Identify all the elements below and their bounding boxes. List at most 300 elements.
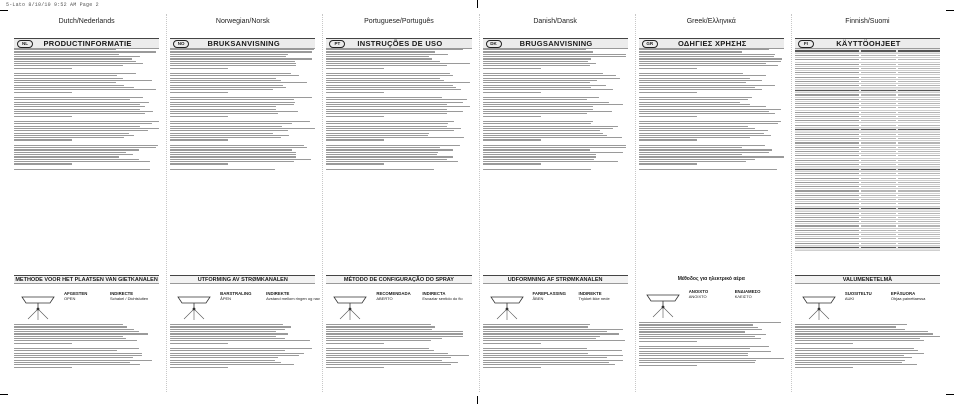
text-line xyxy=(170,58,312,59)
text-line xyxy=(639,154,742,155)
text-line xyxy=(483,85,606,86)
text-line xyxy=(639,360,757,361)
text-line xyxy=(170,61,295,62)
text-line xyxy=(170,78,276,79)
text-line xyxy=(14,99,130,100)
text-line xyxy=(483,106,593,107)
text-line xyxy=(483,56,627,57)
language-code-badge: PT xyxy=(329,40,345,48)
text-line xyxy=(14,82,116,83)
text-line xyxy=(170,329,285,330)
text-line xyxy=(326,51,435,52)
column-danish xyxy=(479,14,631,392)
spray-label-left: AFGESTEN OPEN xyxy=(64,291,88,301)
text-line xyxy=(639,161,746,162)
text-line xyxy=(639,133,764,134)
text-line xyxy=(639,87,755,88)
instructions-text xyxy=(170,49,315,273)
text-line xyxy=(639,145,765,146)
text-line xyxy=(14,97,143,98)
text-line xyxy=(639,54,775,55)
section-header xyxy=(483,38,628,49)
text-line xyxy=(639,152,770,153)
text-line xyxy=(326,82,470,83)
text-line xyxy=(326,161,458,162)
text-line xyxy=(639,331,745,332)
text-line xyxy=(639,63,767,64)
text-line xyxy=(639,362,755,363)
text-line xyxy=(170,49,314,50)
text-line xyxy=(170,348,312,349)
text-line xyxy=(483,97,599,98)
text-line xyxy=(795,364,917,365)
text-line xyxy=(170,130,288,131)
text-line xyxy=(14,145,158,146)
text-line xyxy=(14,58,132,59)
text-line xyxy=(170,121,309,122)
text-line xyxy=(170,68,228,69)
text-line xyxy=(170,137,280,138)
text-line xyxy=(14,87,134,88)
spray-diagram xyxy=(639,284,784,322)
text-line xyxy=(326,139,384,140)
text-line xyxy=(170,353,304,354)
text-line xyxy=(483,87,592,88)
text-line xyxy=(170,156,296,157)
language-name: Dutch/Nederlands xyxy=(58,18,115,25)
text-line xyxy=(639,135,771,136)
text-line xyxy=(639,80,762,81)
spray-label-left: RECOMENDADA ABERTO xyxy=(376,291,411,301)
text-line xyxy=(326,331,462,332)
text-line xyxy=(326,87,455,88)
text-line xyxy=(14,85,124,86)
text-line xyxy=(639,324,754,325)
text-line xyxy=(483,353,589,354)
text-line xyxy=(14,152,126,153)
text-line xyxy=(326,145,460,146)
spray-label-right: INDIRECTE Schakel / Dichtsluiten xyxy=(110,291,149,301)
text-line xyxy=(483,139,541,140)
text-line xyxy=(326,137,464,138)
text-line xyxy=(170,104,293,105)
text-line xyxy=(795,362,902,363)
text-line xyxy=(170,63,296,64)
text-line xyxy=(170,126,282,127)
text-line xyxy=(483,49,586,50)
text-line xyxy=(326,92,384,93)
text-line xyxy=(483,92,541,93)
text-line xyxy=(326,152,438,153)
text-line xyxy=(170,147,306,148)
text-line xyxy=(14,154,133,155)
text-line xyxy=(14,139,72,140)
text-line xyxy=(326,154,436,155)
text-line xyxy=(795,353,924,354)
text-line xyxy=(639,123,778,124)
text-line xyxy=(14,104,140,105)
text-line xyxy=(483,329,624,330)
text-line xyxy=(483,104,624,105)
text-line xyxy=(170,145,304,146)
text-line xyxy=(14,169,150,170)
text-line xyxy=(14,54,119,55)
text-line xyxy=(170,92,228,93)
text-line xyxy=(14,68,72,69)
text-line xyxy=(483,75,617,76)
section-header xyxy=(795,38,940,49)
text-line xyxy=(14,159,139,160)
instructions-text xyxy=(14,49,159,273)
text-line xyxy=(14,130,148,131)
text-line xyxy=(170,161,293,162)
text-line xyxy=(14,329,134,330)
text-line xyxy=(326,111,462,112)
text-line xyxy=(170,116,228,117)
spray-label-right: INDIREKTE Avstand mellom ringen og nav xyxy=(266,291,320,301)
text-line xyxy=(326,102,462,103)
text-line xyxy=(639,329,762,330)
text-line xyxy=(639,89,762,90)
text-line xyxy=(639,338,761,339)
text-line xyxy=(170,56,286,57)
text-line xyxy=(170,355,299,356)
text-line xyxy=(639,130,768,131)
text-line xyxy=(639,169,777,170)
text-line xyxy=(14,49,116,50)
text-line xyxy=(795,343,853,344)
text-line xyxy=(483,326,589,327)
text-line xyxy=(326,113,446,114)
text-line xyxy=(483,364,615,365)
text-line xyxy=(639,139,697,140)
text-line xyxy=(170,135,289,136)
text-line xyxy=(14,116,72,117)
text-line xyxy=(639,322,781,323)
text-line xyxy=(326,78,439,79)
text-line xyxy=(170,106,276,107)
text-line xyxy=(14,149,139,150)
text-line xyxy=(14,135,134,136)
text-line xyxy=(795,333,933,334)
text-line xyxy=(14,61,136,62)
text-line xyxy=(639,56,774,57)
text-line xyxy=(795,360,905,361)
text-line xyxy=(14,123,152,124)
section-header xyxy=(170,38,315,49)
text-line xyxy=(170,149,292,150)
spray-label-left: SUOSITELTU AUKI xyxy=(844,291,872,301)
spray-method-title: MÉTODO DE CONFIGURAÇÃO DO SPRAY xyxy=(326,275,471,284)
crop-mark-bottom-left xyxy=(0,394,8,395)
text-line xyxy=(14,362,130,363)
section-title: ΟΔΗΓΙΕΣ ΧΡΗΣΗΣ xyxy=(677,39,747,48)
language-code-badge: GR xyxy=(642,40,658,48)
text-line xyxy=(326,121,454,122)
text-line xyxy=(326,367,384,368)
spray-label-left: BARSTRALING ÅPEN xyxy=(220,291,252,301)
text-line xyxy=(483,348,588,349)
text-line xyxy=(14,113,145,114)
text-line xyxy=(639,78,751,79)
text-line xyxy=(14,367,72,368)
text-line xyxy=(483,102,609,103)
text-line xyxy=(639,111,770,112)
spray-nozzle-icon xyxy=(485,289,529,321)
text-line xyxy=(483,61,589,62)
spray-nozzle-icon xyxy=(641,287,685,319)
spray-label-right: ΕΝΔΙΑΜΕΣΟ ΚΛΕΙΣΤΟ xyxy=(734,289,761,299)
text-line xyxy=(639,121,781,122)
text-line xyxy=(326,135,428,136)
text-line xyxy=(170,340,309,341)
text-line xyxy=(14,331,139,332)
text-line xyxy=(483,161,618,162)
text-line xyxy=(326,75,452,76)
text-line xyxy=(639,149,773,150)
text-line xyxy=(483,362,609,363)
text-line xyxy=(170,333,288,334)
text-line xyxy=(639,147,742,148)
text-line xyxy=(170,128,315,129)
text-line xyxy=(483,333,619,334)
text-line xyxy=(326,80,444,81)
text-line xyxy=(326,97,442,98)
crop-mark-bottom-center xyxy=(477,396,478,404)
spray-diagram xyxy=(170,286,320,324)
text-line xyxy=(639,61,781,62)
print-slug: 5-Lato 8/10/10 9:52 AM Page 2 xyxy=(6,2,99,8)
text-line xyxy=(326,326,435,327)
text-line xyxy=(170,367,228,368)
instructions-text xyxy=(639,49,784,273)
text-line xyxy=(14,126,140,127)
text-line xyxy=(14,343,72,344)
column-norwegian xyxy=(166,14,318,392)
text-line xyxy=(170,360,275,361)
text-line xyxy=(795,331,929,332)
text-line xyxy=(170,111,298,112)
text-line xyxy=(483,113,588,114)
text-line xyxy=(639,49,770,50)
text-line xyxy=(639,85,775,86)
spray-diagram xyxy=(14,286,159,324)
text-line xyxy=(795,336,940,337)
spray-instructions-text xyxy=(639,322,784,392)
text-line xyxy=(326,340,431,341)
text-line xyxy=(326,109,446,110)
text-line xyxy=(326,63,470,64)
text-line xyxy=(170,336,276,337)
text-line xyxy=(14,106,145,107)
text-line xyxy=(326,156,452,157)
text-line xyxy=(639,65,778,66)
spray-method-title: UDFORMNING AF STRØMKANALEN xyxy=(483,275,628,284)
text-line xyxy=(326,362,458,363)
text-line xyxy=(326,54,448,55)
text-line xyxy=(639,116,697,117)
column-portuguese xyxy=(322,14,474,392)
text-line xyxy=(639,351,771,352)
text-line xyxy=(483,68,541,69)
spray-instructions-text xyxy=(795,324,940,392)
text-line xyxy=(483,137,622,138)
text-line xyxy=(639,99,748,100)
text-line xyxy=(170,324,283,325)
text-line xyxy=(326,73,449,74)
language-code-badge: FI xyxy=(798,40,814,48)
text-line xyxy=(14,63,143,64)
text-line xyxy=(170,99,293,100)
text-line xyxy=(483,121,593,122)
text-line xyxy=(639,102,741,103)
text-line xyxy=(483,51,593,52)
text-line xyxy=(170,163,228,164)
text-line xyxy=(326,133,429,134)
text-line xyxy=(639,159,755,160)
text-line xyxy=(483,159,595,160)
text-line xyxy=(170,89,273,90)
text-line xyxy=(14,324,123,325)
text-line xyxy=(170,326,290,327)
section-title: KÄYTTÖOHJEET xyxy=(836,39,901,48)
text-line xyxy=(639,358,784,359)
text-line xyxy=(483,133,603,134)
text-line xyxy=(483,350,622,351)
spray-method-title: VALUMENETELMÄ xyxy=(795,275,940,284)
text-line xyxy=(14,75,117,76)
text-line xyxy=(326,116,384,117)
text-line xyxy=(170,80,280,81)
text-line xyxy=(483,355,624,356)
crop-mark-bottom-right xyxy=(946,394,954,395)
text-line xyxy=(170,362,280,363)
text-line xyxy=(326,130,454,131)
section-header xyxy=(14,38,159,49)
text-line xyxy=(639,163,697,164)
text-line xyxy=(170,357,277,358)
text-line xyxy=(326,106,470,107)
text-line xyxy=(795,350,918,351)
text-line xyxy=(326,333,462,334)
section-title: BRUKSANVISNING xyxy=(207,39,281,48)
text-line xyxy=(483,149,590,150)
text-line xyxy=(483,78,621,79)
text-line xyxy=(326,61,439,62)
spray-nozzle-icon xyxy=(797,289,841,321)
text-line xyxy=(483,65,590,66)
text-line xyxy=(170,82,306,83)
text-line xyxy=(326,123,448,124)
language-name: Danish/Dansk xyxy=(533,18,577,25)
text-line xyxy=(483,123,592,124)
text-line xyxy=(326,343,384,344)
instructions-text xyxy=(795,49,940,273)
text-line xyxy=(795,324,907,325)
text-line xyxy=(14,156,119,157)
text-line xyxy=(326,85,452,86)
text-line xyxy=(326,350,433,351)
spray-label-left: ΑΝΟΙΧΤΟ ΑΝΟΙΧΤΟ xyxy=(688,289,709,299)
text-line xyxy=(14,80,152,81)
text-line xyxy=(326,348,429,349)
text-line xyxy=(14,51,156,52)
text-line xyxy=(326,65,446,66)
text-line xyxy=(14,355,142,356)
text-line xyxy=(326,353,448,354)
text-line xyxy=(14,163,72,164)
spray-instructions-text xyxy=(14,324,159,392)
text-line xyxy=(14,109,140,110)
text-line xyxy=(170,133,273,134)
language-name: Portuguese/Português xyxy=(364,18,434,25)
crop-mark-top-center xyxy=(477,0,478,8)
text-line xyxy=(170,154,296,155)
text-line xyxy=(326,357,451,358)
text-line xyxy=(170,65,296,66)
spray-label-left: FAREPLASSING ÅBEN xyxy=(532,291,566,301)
text-line xyxy=(639,109,781,110)
text-line xyxy=(14,137,124,138)
text-line xyxy=(483,145,627,146)
text-line xyxy=(14,357,133,358)
text-line xyxy=(14,340,137,341)
text-line xyxy=(639,353,748,354)
text-line xyxy=(483,360,624,361)
text-line xyxy=(639,106,767,107)
text-line xyxy=(170,152,296,153)
text-line xyxy=(483,324,590,325)
text-line xyxy=(639,97,752,98)
text-line xyxy=(795,348,914,349)
section-title: BRUGSANVISNING xyxy=(519,39,593,48)
text-line xyxy=(326,89,461,90)
text-line xyxy=(483,80,598,81)
crop-mark-top-right xyxy=(946,10,954,11)
text-line xyxy=(483,154,596,155)
text-line xyxy=(483,340,625,341)
text-line xyxy=(483,111,612,112)
text-line xyxy=(170,109,276,110)
text-line xyxy=(639,334,767,335)
text-line xyxy=(14,111,153,112)
text-line xyxy=(326,147,439,148)
text-line xyxy=(14,65,123,66)
text-line xyxy=(639,58,783,59)
text-line xyxy=(795,326,897,327)
language-code-badge: NO xyxy=(173,40,189,48)
text-line xyxy=(14,121,159,122)
text-line xyxy=(483,128,614,129)
spray-diagram xyxy=(483,286,628,324)
text-line xyxy=(483,63,596,64)
text-line xyxy=(326,360,442,361)
text-line xyxy=(483,130,601,131)
text-line xyxy=(170,364,293,365)
text-line xyxy=(639,327,758,328)
text-line xyxy=(483,147,627,148)
text-line xyxy=(483,99,588,100)
column-finnish xyxy=(791,14,943,392)
spray-label-right: INDIREKTE Trykket ikke nede xyxy=(578,291,610,301)
text-line xyxy=(14,133,129,134)
text-line xyxy=(483,126,618,127)
spray-label-right: INDIRECTA Esvaziar sentido do fio xyxy=(422,291,463,301)
text-line xyxy=(639,341,697,342)
spray-instructions-text xyxy=(483,324,628,392)
text-line xyxy=(639,75,767,76)
column-greek xyxy=(635,14,787,392)
